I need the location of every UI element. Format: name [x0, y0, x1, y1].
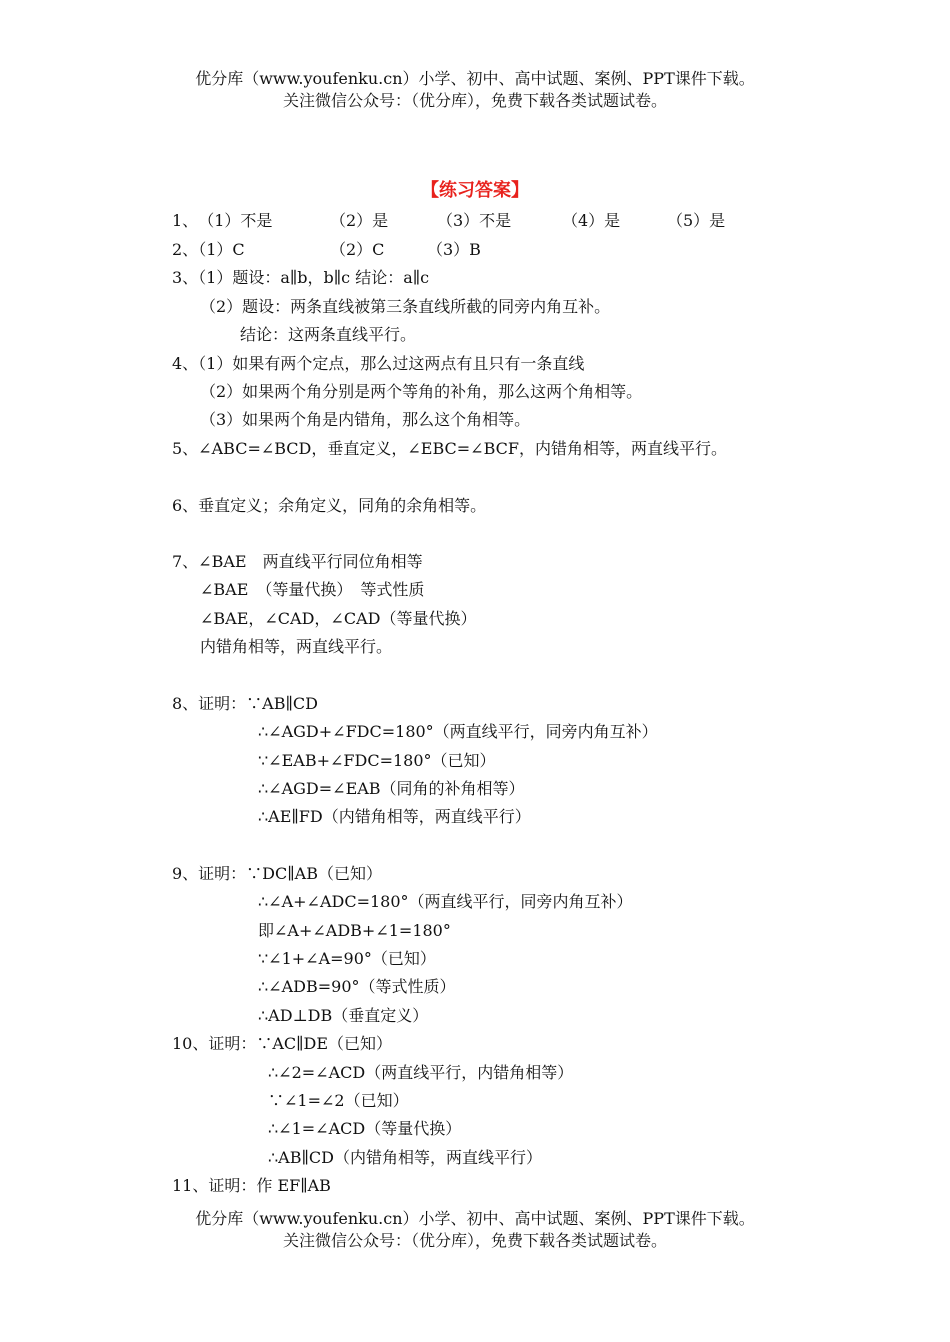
page-header [0, 68, 950, 112]
answer-10-step-3: ∴∠1=∠ACD（等量代换） [268, 1119, 462, 1138]
answer-8-step-2: ∵∠EAB+∠FDC=180°（已知） [258, 751, 496, 770]
answer-10-lead: 10、证明：∵AC∥DE（已知） [172, 1034, 393, 1053]
answer-7-line-4: 内错角相等，两直线平行。 [200, 637, 393, 656]
page-title: 【练习答案】 [421, 180, 529, 201]
answer-2-part-3: （3）B [427, 240, 481, 259]
answer-6: 6、垂直定义；余角定义，同角的余角相等。 [172, 496, 487, 515]
answer-4-line-1: 4、（1）如果有两个定点，那么过这两点有且只有一条直线 [172, 354, 585, 373]
answer-8-lead: 8、证明：∵AB∥CD [172, 694, 318, 713]
header-line-1: 优分库（www.youfenku.cn）小学、初中、高中试题、案例、PPT课件下载。 [195, 69, 755, 88]
answer-3-line-1: 3、（1）题设：a∥b，b∥c 结论：a∥c [172, 268, 430, 287]
answer-2-part-2: （2）C [330, 240, 385, 259]
answer-11: 11、证明：作 EF∥AB [172, 1176, 331, 1195]
answer-1 [172, 209, 272, 233]
answer-9-step-4: ∴∠ADB=90°（等式性质） [258, 977, 456, 996]
answer-2 [172, 238, 245, 262]
answer-7-line-1: 7、∠BAE 两直线平行同位角相等 [172, 552, 423, 571]
answer-7-line-3: ∠BAE，∠CAD，∠CAD（等量代换） [200, 609, 477, 628]
answer-3-line-2: （2）题设：两条直线被第三条直线所截的同旁内角互补。 [200, 297, 611, 316]
answer-2-number: 2、 [172, 240, 199, 259]
answer-10-step-4: ∴AB∥CD（内错角相等，两直线平行） [268, 1148, 542, 1167]
answer-9-lead: 9、证明：∵DC∥AB（已知） [172, 864, 382, 883]
answer-8-step-3: ∴∠AGD=∠EAB（同角的补角相等） [258, 779, 525, 798]
answer-10-step-1: ∴∠2=∠ACD（两直线平行，内错角相等） [268, 1063, 574, 1082]
answer-1-part-2: （2）是 [330, 211, 389, 230]
answer-1-part-5: （5）是 [667, 211, 726, 230]
answer-1-part-1: （1）不是 [198, 211, 273, 230]
answer-4-line-3: （3）如果两个角是内错角，那么这个角相等。 [200, 410, 531, 429]
footer-line-2: 关注微信公众号：（优分库），免费下载各类试题试卷。 [282, 1231, 667, 1250]
answer-8-step-4: ∴AE∥FD（内错角相等，两直线平行） [258, 807, 531, 826]
answer-9-step-3: ∵∠1+∠A=90°（已知） [258, 949, 436, 968]
answer-3-line-3: 结论：这两条直线平行。 [240, 325, 417, 344]
answer-1-number: 1、 [172, 211, 199, 230]
answer-9-step-5: ∴AD⊥DB（垂直定义） [258, 1006, 429, 1025]
answer-7-line-2: ∠BAE （等量代换） 等式性质 [200, 580, 425, 599]
header-line-2: 关注微信公众号：（优分库），免费下载各类试题试卷。 [282, 91, 667, 110]
answer-9-step-1: ∴∠A+∠ADC=180°（两直线平行，同旁内角互补） [258, 892, 633, 911]
answer-1-part-4: （4）是 [562, 211, 621, 230]
answer-10-step-2: ∵∠1=∠2（已知） [268, 1091, 409, 1110]
answer-8-step-1: ∴∠AGD+∠FDC=180°（两直线平行，同旁内角互补） [258, 722, 658, 741]
answer-1-part-3: （3）不是 [437, 211, 512, 230]
footer-line-1: 优分库（www.youfenku.cn）小学、初中、高中试题、案例、PPT课件下载。 [195, 1209, 755, 1228]
answer-4-line-2: （2）如果两个角分别是两个等角的补角，那么这两个角相等。 [200, 382, 643, 401]
answer-9-step-2: 即∠A+∠ADB+∠1=180° [258, 921, 451, 940]
page-footer [0, 1208, 950, 1252]
answer-5: 5、∠ABC=∠BCD，垂直定义，∠EBC=∠BCF，内错角相等，两直线平行。 [172, 439, 727, 458]
answer-2-part-1: （1）C [198, 240, 245, 259]
